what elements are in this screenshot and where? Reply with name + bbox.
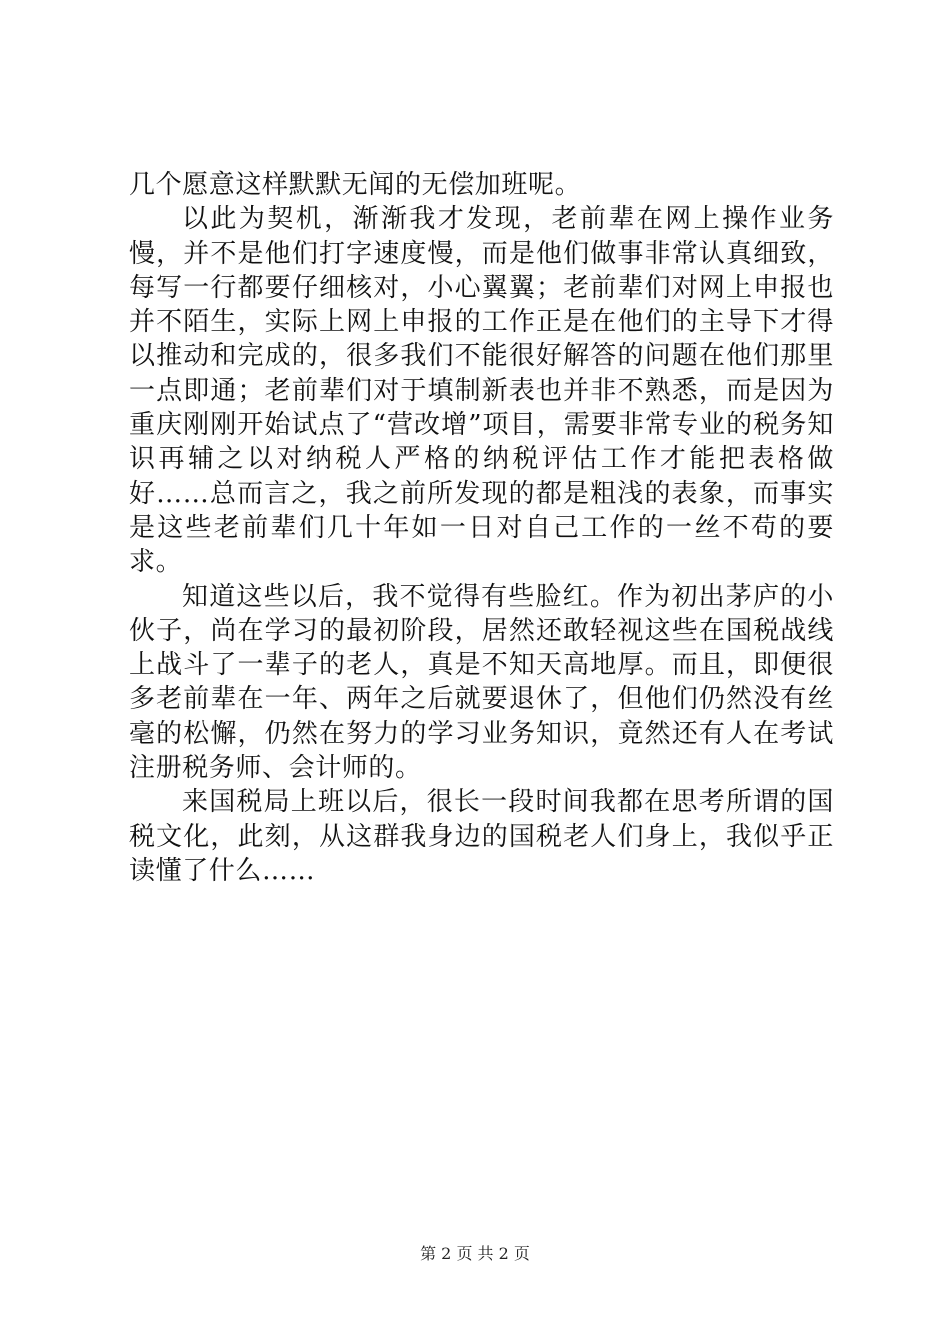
paragraph-continuation: 几个愿意这样默默无闻的无偿加班呢。: [129, 170, 582, 200]
page-footer: [0, 1244, 950, 1264]
body-text: [129, 168, 834, 888]
paragraph: 以此为契机，渐渐我才发现，老前辈在网上操作业务慢，并不是他们打字速度慢，而是他们做事非常认真细致，每写一行都要仔细核对，小心翼翼；老前辈们对网上申报也并不陌生，实际上网上申报的工作正是在他们的主导下才得以推动和完成的，很多我们不能很好解答的问题在他们那里一点即通；老前辈们对于填制新表也并非不熟悉，而是因为重庆刚刚开始试点了“营改增”项目，需要非常专业的税务知识再辅之以对纳税人严格的纳税评估工作才能把表格做好……总而言之，我之前所发现的都是粗浅的表象，而事实是这些老前辈们几十年如一日对自己工作的一丝不苟的要求。: [129, 204, 834, 578]
page-number-label: 第 2 页 共 2 页: [420, 1244, 530, 1263]
paragraph: 来国税局上班以后，很长一段时间我都在思考所谓的国税文化，此刻，从这群我身边的国税老人们身上，我似乎正读懂了什么……: [129, 787, 834, 886]
paragraph: 知道这些以后，我不觉得有些脸红。作为初出茅庐的小伙子，尚在学习的最初阶段，居然还敢轻视这些在国税战线上战斗了一辈子的老人，真是不知天高地厚。而且，即便很多老前辈在一年、两年之后就要退休了，但他们仍然没有丝毫的松懈，仍然在努力的学习业务知识，竟然还有人在考试注册税务师、会计师的。: [129, 581, 834, 784]
